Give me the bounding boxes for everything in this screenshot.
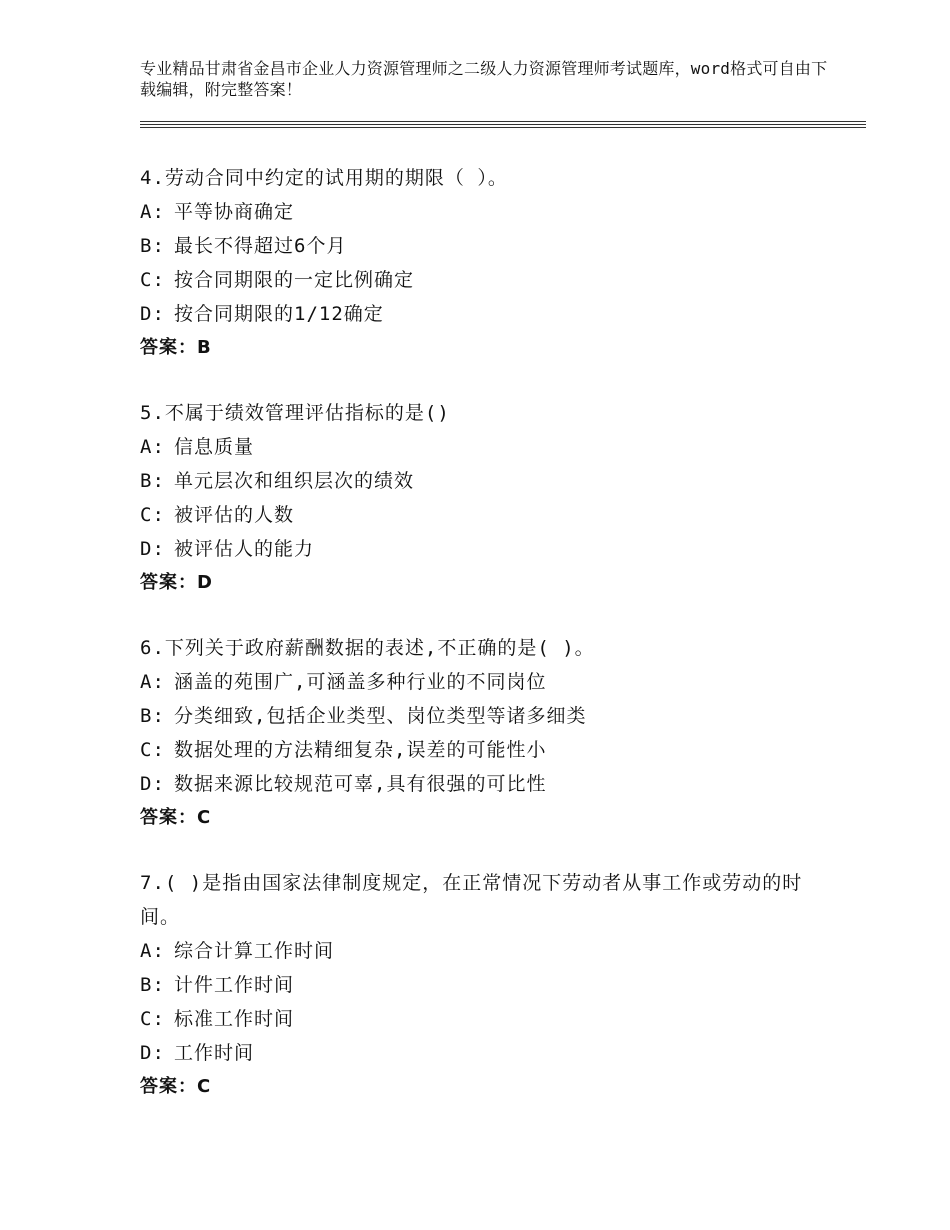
option-text: 数据处理的方法精细复杂,误差的可能性小	[174, 739, 547, 761]
option-d	[140, 1036, 820, 1070]
option-text: 工作时间	[174, 1042, 255, 1064]
option-text: 分类细致,包括企业类型、岗位类型等诸多细类	[174, 705, 587, 727]
option-label: B:	[140, 974, 165, 996]
option-b	[140, 229, 820, 263]
option-a	[140, 934, 820, 968]
option-label: B:	[140, 470, 165, 492]
option-b	[140, 699, 820, 733]
option-text: 被评估的人数	[174, 504, 295, 526]
answer-line: 答案：C	[140, 807, 212, 828]
option-label: C:	[140, 739, 165, 761]
question-item	[140, 866, 820, 1104]
option-label: A:	[140, 201, 165, 223]
option-label: C:	[140, 269, 165, 291]
answer-line: 答案：B	[140, 337, 212, 358]
option-label: D:	[140, 1042, 165, 1064]
option-text: 涵盖的苑围广,可涵盖多种行业的不同岗位	[174, 671, 547, 693]
question-stem: 7.( )是指由国家法律制度规定，在正常情况下劳动者从事工作或劳动的时间。	[140, 872, 803, 928]
option-label: A:	[140, 671, 165, 693]
option-b	[140, 464, 820, 498]
option-label: B:	[140, 705, 165, 727]
header-rule-middle	[140, 124, 866, 125]
option-a	[140, 430, 820, 464]
option-a	[140, 195, 820, 229]
option-text: 数据来源比较规范可辜,具有很强的可比性	[174, 773, 547, 795]
option-d	[140, 532, 820, 566]
option-text: 综合计算工作时间	[174, 940, 335, 962]
option-text: 标准工作时间	[174, 1008, 295, 1030]
document-header: 专业精品甘肃省金昌市企业人力资源管理师之二级人力资源管理师考试题库，word格式可自由下载编辑，附完整答案！	[140, 59, 828, 99]
question-list	[140, 161, 820, 1135]
option-c	[140, 1002, 820, 1036]
header-rule-bottom	[140, 127, 866, 128]
option-label: C:	[140, 504, 165, 526]
header-rule-top	[140, 121, 866, 122]
answer-line: 答案：D	[140, 572, 213, 593]
question-item	[140, 396, 820, 600]
option-c	[140, 733, 820, 767]
option-c	[140, 498, 820, 532]
option-label: D:	[140, 773, 165, 795]
option-label: C:	[140, 1008, 165, 1030]
option-label: B:	[140, 235, 165, 257]
option-label: D:	[140, 538, 165, 560]
question-stem: 6.下列关于政府薪酬数据的表述,不正确的是( )。	[140, 637, 595, 659]
option-text: 按合同期限的一定比例确定	[174, 269, 415, 291]
option-d	[140, 297, 820, 331]
option-text: 被评估人的能力	[174, 538, 315, 560]
option-label: A:	[140, 940, 165, 962]
option-a	[140, 665, 820, 699]
option-text: 信息质量	[174, 436, 255, 458]
option-label: A:	[140, 436, 165, 458]
option-text: 按合同期限的1/12确定	[174, 303, 384, 325]
option-c	[140, 263, 820, 297]
option-text: 计件工作时间	[174, 974, 295, 996]
option-label: D:	[140, 303, 165, 325]
option-b	[140, 968, 820, 1002]
answer-line: 答案：C	[140, 1076, 212, 1097]
option-d	[140, 767, 820, 801]
option-text: 平等协商确定	[174, 201, 295, 223]
option-text: 最长不得超过6个月	[174, 235, 347, 257]
question-item	[140, 161, 820, 365]
question-stem: 4.劳动合同中约定的试用期的期限（ ）。	[140, 167, 508, 189]
question-stem: 5.不属于绩效管理评估指标的是()	[140, 402, 450, 424]
option-text: 单元层次和组织层次的绩效	[174, 470, 415, 492]
question-item	[140, 631, 820, 835]
